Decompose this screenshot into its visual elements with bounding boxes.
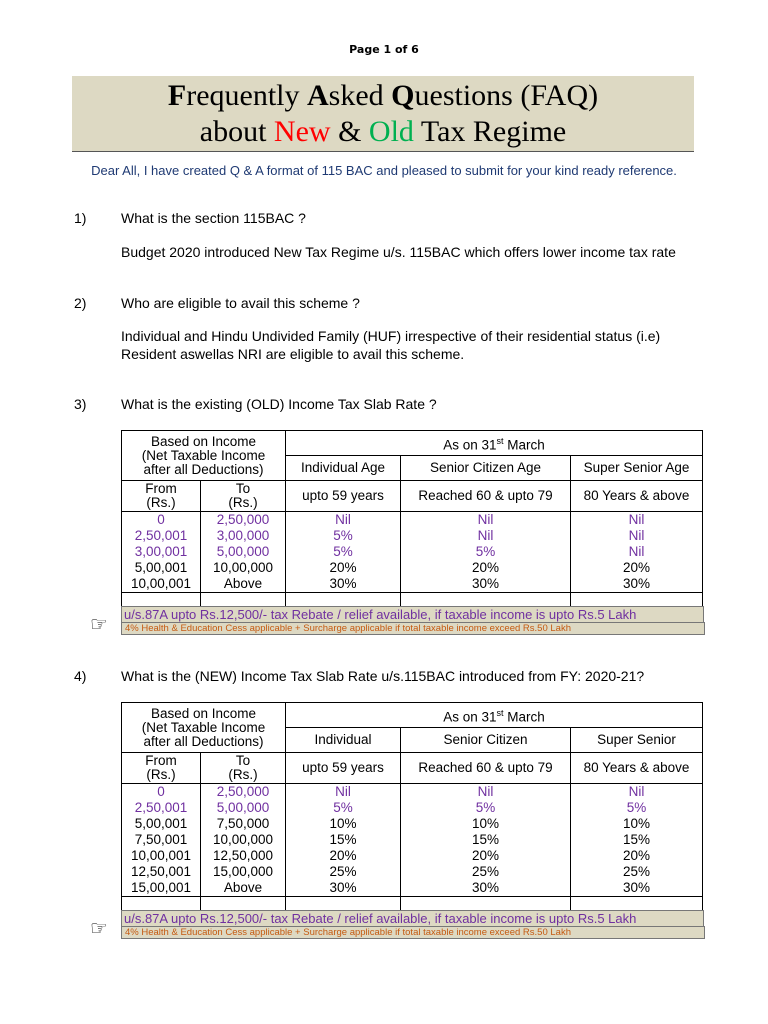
question-text: Who are eligible to avail this scheme ? bbox=[121, 295, 360, 311]
cell-line: after all Deductions) bbox=[143, 733, 264, 749]
rate-cell: Nil bbox=[401, 512, 571, 529]
table-row bbox=[122, 576, 703, 593]
table-row bbox=[122, 832, 703, 848]
as-on-part: March bbox=[503, 437, 545, 453]
range-label-row bbox=[122, 481, 703, 512]
answer-line: Budget 2020 introduced New Tax Regime u/s. 115BAC which offers lower income tax rate bbox=[121, 244, 676, 260]
slab-from: 10,00,001 bbox=[122, 848, 201, 864]
as-on-part: As on 31 bbox=[443, 709, 497, 725]
header-row bbox=[122, 703, 703, 728]
title-line-2 bbox=[72, 114, 694, 150]
title-segment: Tax Regime bbox=[413, 115, 567, 148]
cell-line: Based on Income bbox=[150, 433, 257, 449]
title-segment: New bbox=[273, 115, 331, 148]
slab-to: 10,00,000 bbox=[201, 832, 286, 848]
rate-cell: 5% bbox=[401, 800, 571, 816]
rate-cell: 15% bbox=[286, 832, 401, 848]
table-row bbox=[122, 848, 703, 864]
from-header bbox=[122, 753, 201, 784]
rate-cell: 5% bbox=[401, 544, 571, 560]
rate-cell: Nil bbox=[401, 784, 571, 801]
cell-line: (Rs.) bbox=[146, 495, 176, 510]
to-header bbox=[201, 481, 286, 512]
rebate-note: u/s.87A upto Rs.12,500/- tax Rebate / relief available, if taxable income is upto Rs.5 Lakh bbox=[121, 910, 704, 927]
answer-1 bbox=[121, 243, 676, 261]
table-row bbox=[122, 864, 703, 880]
rate-cell: 5% bbox=[571, 800, 703, 816]
rate-cell: 5% bbox=[286, 544, 401, 560]
rate-cell: 20% bbox=[286, 848, 401, 864]
rate-cell: 20% bbox=[571, 848, 703, 864]
slab-from: 5,00,001 bbox=[122, 816, 201, 832]
rate-cell: Nil bbox=[571, 512, 703, 529]
category-header: Senior Citizen bbox=[401, 728, 571, 753]
slab-from: 15,00,001 bbox=[122, 880, 201, 897]
slab-to: 2,50,000 bbox=[201, 784, 286, 801]
slab-to: Above bbox=[201, 576, 286, 593]
answer-line: Resident aswellas NRI are eligible to avail this scheme. bbox=[121, 346, 465, 362]
question-number: 1) bbox=[74, 210, 87, 226]
age-range-header: Reached 60 & upto 79 bbox=[401, 753, 571, 784]
cell-line: (Net Taxable Income bbox=[141, 719, 266, 735]
table-row bbox=[122, 816, 703, 832]
title-segment: requently bbox=[186, 79, 307, 112]
rate-cell: Nil bbox=[286, 512, 401, 529]
rate-cell: 15% bbox=[401, 832, 571, 848]
cess-note: 4% Health & Education Cess applicable + Surcharge applicable if total taxable income exceed Rs.50 Lakh bbox=[121, 926, 705, 939]
title-line-1 bbox=[72, 78, 694, 114]
title-segment: Old bbox=[368, 115, 414, 148]
title-segment: F bbox=[167, 79, 187, 112]
answer-line: Individual and Hindu Undivided Family (HUF) irrespective of their residential status (i.e) bbox=[121, 328, 661, 344]
rate-cell: 10% bbox=[286, 816, 401, 832]
question-number: 2) bbox=[74, 295, 87, 311]
slab-from: 0 bbox=[122, 784, 201, 801]
slab-from: 12,50,001 bbox=[122, 864, 201, 880]
slab-from: 5,00,001 bbox=[122, 560, 201, 576]
new-regime-slab-table bbox=[121, 702, 703, 914]
age-range-header: upto 59 years bbox=[286, 481, 401, 512]
rate-cell: 30% bbox=[401, 576, 571, 593]
as-on-part: March bbox=[503, 709, 545, 725]
rate-cell: 5% bbox=[286, 528, 401, 544]
rate-cell: 20% bbox=[571, 560, 703, 576]
age-range-header: 80 Years & above bbox=[571, 481, 703, 512]
table-row bbox=[122, 512, 703, 529]
answer-2 bbox=[121, 327, 660, 363]
rate-cell: 30% bbox=[571, 880, 703, 897]
category-header: Super Senior bbox=[571, 728, 703, 753]
intro-text: Dear All, I have created Q & A format of 115 BAC and pleased to submit for your kind ready reference. bbox=[91, 163, 677, 178]
from-header bbox=[122, 481, 201, 512]
rate-cell: 25% bbox=[401, 864, 571, 880]
question-number: 4) bbox=[74, 668, 87, 684]
rate-cell: 20% bbox=[401, 848, 571, 864]
based-on-header bbox=[122, 431, 286, 481]
rate-cell: 20% bbox=[401, 560, 571, 576]
table-row bbox=[122, 528, 703, 544]
question-text: What is the existing (OLD) Income Tax Slab Rate ? bbox=[121, 396, 437, 412]
age-range-header: upto 59 years bbox=[286, 753, 401, 784]
as-on-header bbox=[286, 703, 703, 728]
title-segment: uestions (FAQ) bbox=[414, 79, 599, 112]
pointing-hand-icon: ☞ bbox=[90, 916, 108, 940]
table-row bbox=[122, 560, 703, 576]
table-row bbox=[122, 800, 703, 816]
category-header: Individual Age bbox=[286, 456, 401, 481]
title-segment: about bbox=[199, 115, 274, 148]
pointing-hand-icon: ☞ bbox=[90, 612, 108, 636]
rate-cell: 30% bbox=[286, 880, 401, 897]
rate-cell: 25% bbox=[286, 864, 401, 880]
title-segment: sked bbox=[328, 79, 392, 112]
cell-line: (Rs.) bbox=[146, 767, 176, 782]
slab-to: 10,00,000 bbox=[201, 560, 286, 576]
slab-to: 3,00,000 bbox=[201, 528, 286, 544]
rate-cell: Nil bbox=[401, 528, 571, 544]
rate-cell: 25% bbox=[571, 864, 703, 880]
slab-to: Above bbox=[201, 880, 286, 897]
age-range-header: Reached 60 & upto 79 bbox=[401, 481, 571, 512]
as-on-part: st bbox=[496, 435, 504, 446]
question-text: What is the section 115BAC ? bbox=[121, 210, 306, 226]
rate-cell: Nil bbox=[571, 528, 703, 544]
table-row bbox=[122, 880, 703, 897]
category-header: Individual bbox=[286, 728, 401, 753]
page-number: Page 1 of 6 bbox=[349, 43, 419, 56]
rate-cell: 10% bbox=[401, 816, 571, 832]
table-row bbox=[122, 784, 703, 801]
cell-line: (Net Taxable Income bbox=[141, 447, 266, 463]
rate-cell: 30% bbox=[401, 880, 571, 897]
slab-from: 7,50,001 bbox=[122, 832, 201, 848]
category-header: Senior Citizen Age bbox=[401, 456, 571, 481]
rate-cell: 10% bbox=[571, 816, 703, 832]
rate-cell: Nil bbox=[571, 784, 703, 801]
slab-from: 3,00,001 bbox=[122, 544, 201, 560]
rate-cell: 15% bbox=[571, 832, 703, 848]
rate-cell: Nil bbox=[571, 544, 703, 560]
cell-line: From bbox=[145, 481, 177, 496]
slab-from: 0 bbox=[122, 512, 201, 529]
as-on-header bbox=[286, 431, 703, 456]
title-segment: Q bbox=[391, 79, 415, 112]
slab-to: 2,50,000 bbox=[201, 512, 286, 529]
slab-to: 5,00,000 bbox=[201, 544, 286, 560]
old-regime-slab-table bbox=[121, 430, 703, 610]
cell-line: From bbox=[145, 753, 177, 768]
rate-cell: 30% bbox=[571, 576, 703, 593]
slab-to: 7,50,000 bbox=[201, 816, 286, 832]
cell-line: To bbox=[235, 753, 251, 768]
header-row bbox=[122, 431, 703, 456]
cell-line: Based on Income bbox=[150, 705, 257, 721]
title-segment: A bbox=[307, 79, 329, 112]
rate-cell: 30% bbox=[286, 576, 401, 593]
cess-note: 4% Health & Education Cess applicable + Surcharge applicable if total taxable income exceed Rs.50 Lakh bbox=[121, 622, 705, 635]
based-on-header bbox=[122, 703, 286, 753]
rate-cell: 5% bbox=[286, 800, 401, 816]
question-number: 3) bbox=[74, 396, 87, 412]
as-on-part: st bbox=[496, 707, 504, 718]
cell-line: (Rs.) bbox=[228, 495, 258, 510]
slab-to: 15,00,000 bbox=[201, 864, 286, 880]
slab-from: 2,50,001 bbox=[122, 800, 201, 816]
slab-to: 12,50,000 bbox=[201, 848, 286, 864]
title-segment: & bbox=[330, 115, 369, 148]
slab-to: 5,00,000 bbox=[201, 800, 286, 816]
age-range-header: 80 Years & above bbox=[571, 753, 703, 784]
to-header bbox=[201, 753, 286, 784]
title-banner bbox=[72, 76, 694, 152]
question-text: What is the (NEW) Income Tax Slab Rate u/s.115BAC introduced from FY: 2020-21? bbox=[121, 668, 645, 684]
rate-cell: Nil bbox=[286, 784, 401, 801]
table-row bbox=[122, 544, 703, 560]
cell-line: (Rs.) bbox=[228, 767, 258, 782]
as-on-part: As on 31 bbox=[443, 437, 497, 453]
range-label-row bbox=[122, 753, 703, 784]
slab-from: 2,50,001 bbox=[122, 528, 201, 544]
rebate-note: u/s.87A upto Rs.12,500/- tax Rebate / relief available, if taxable income is upto Rs.5 Lakh bbox=[121, 606, 704, 623]
rate-cell: 20% bbox=[286, 560, 401, 576]
category-header: Super Senior Age bbox=[571, 456, 703, 481]
cell-line: after all Deductions) bbox=[143, 461, 264, 477]
cell-line: To bbox=[235, 481, 251, 496]
slab-from: 10,00,001 bbox=[122, 576, 201, 593]
